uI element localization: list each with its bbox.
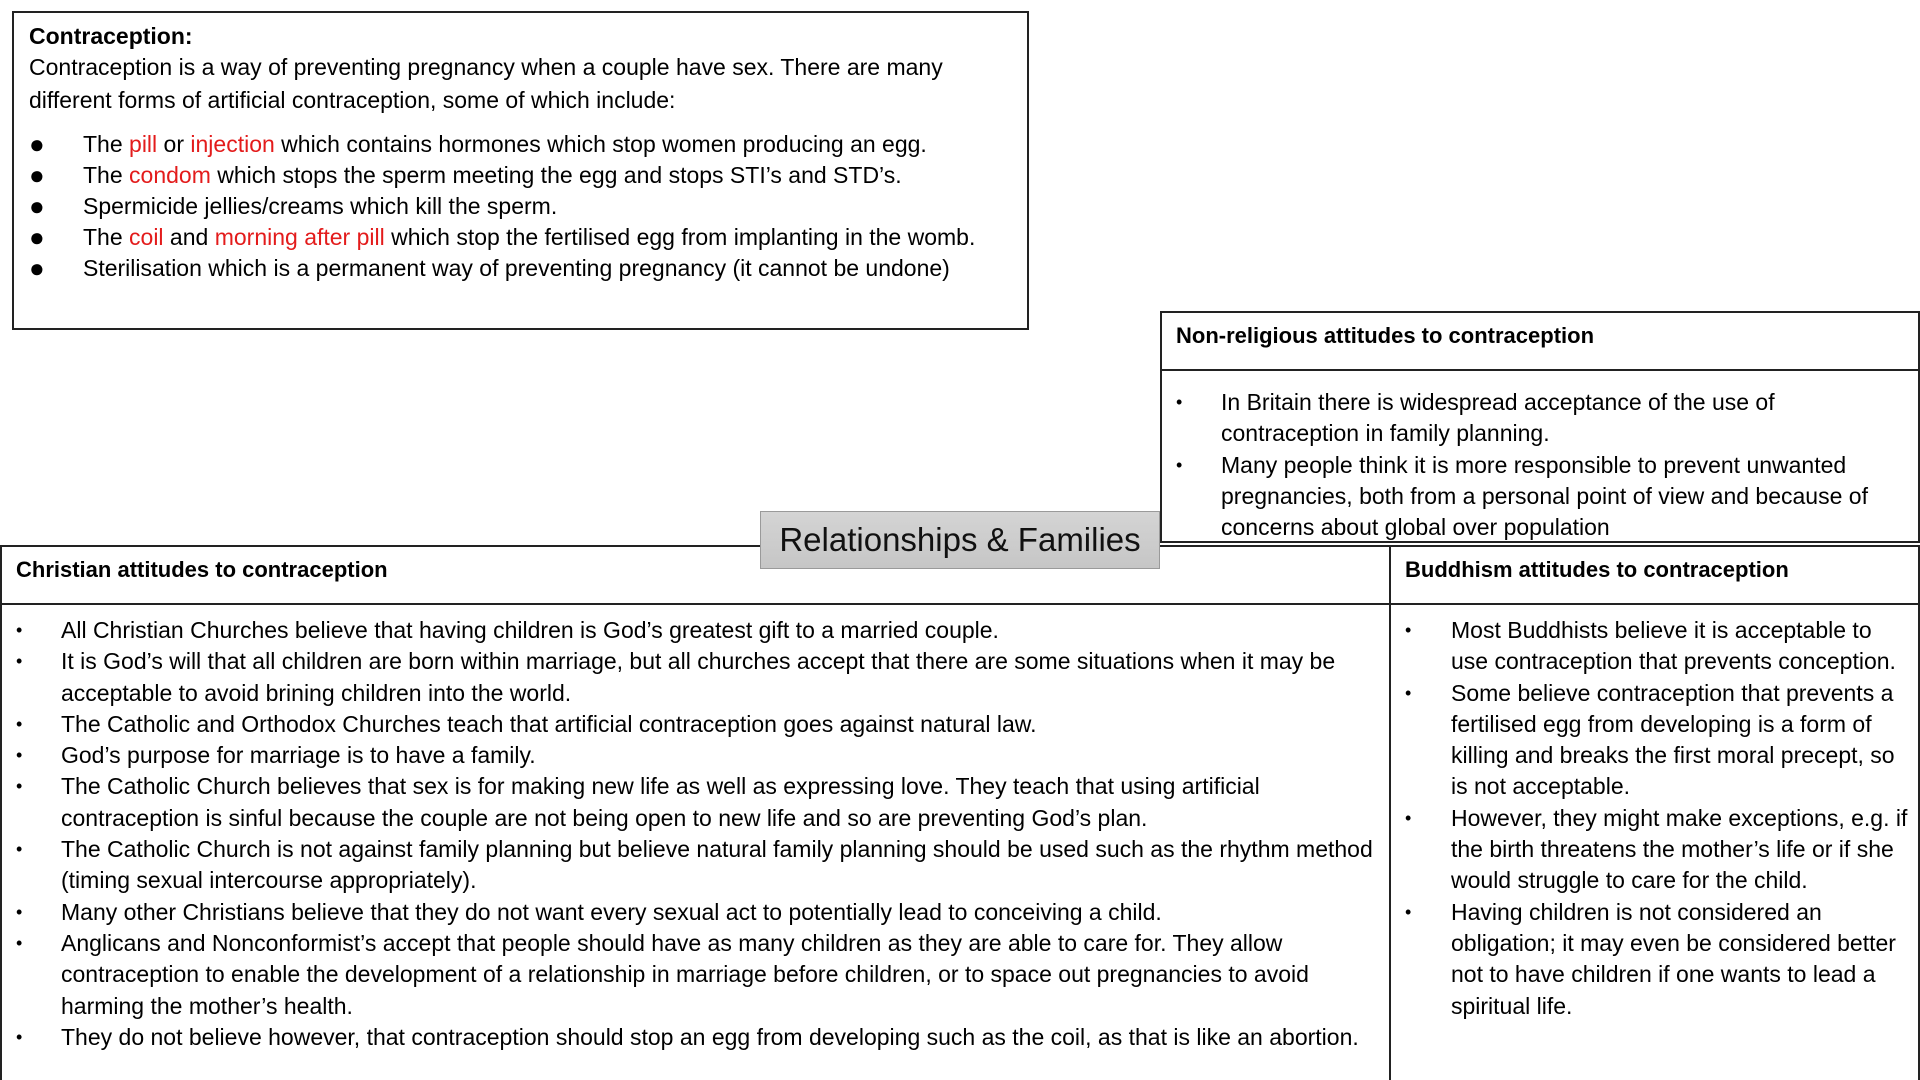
contraception-box [12, 11, 1029, 330]
christian-box [0, 545, 1391, 1080]
bullet-icon: • [16, 776, 23, 797]
list-item: • God’s purpose for marriage is to have a family. [2, 740, 1389, 771]
bullet-icon: • [16, 620, 23, 640]
list-item: • Most Buddhists believe it is acceptable to use contraception that prevents conception. [1405, 617, 1896, 675]
bullet-icon: • [1405, 682, 1412, 703]
bullet-icon: • [1405, 620, 1412, 640]
list-item: • Many people think it is more responsible to prevent unwanted pregnancies, both from a personal point of view and because of concerns about global over population [1176, 451, 1868, 541]
non-religious-box [1160, 311, 1920, 543]
bullet-icon: ● [29, 129, 45, 159]
buddhism-box [1389, 545, 1920, 1080]
non-religious-title: Non-religious attitudes to contraception [1162, 313, 1918, 371]
highlight-term: condom [129, 162, 211, 188]
contraception-list [29, 129, 1013, 284]
list-item: • Some believe contraception that prevents a fertilised egg from developing is a form of killing and breaks the first moral precept, so is not acceptable. [1405, 679, 1895, 800]
bullet-icon: • [1176, 392, 1183, 412]
list-item: • In Britain there is widespread acceptance of the use of contraception in family planning. [1176, 389, 1775, 447]
list-item: • However, they might make exceptions, e.g. if the birth threatens the mother’s life or if she would struggle to care for the child. [1405, 804, 1908, 894]
bullet-icon: ● [29, 160, 45, 190]
list-item: ● The pill or injection which contains hormones which stop women producing an egg. [29, 129, 927, 159]
list-item: ● The condom which stops the sperm meeting the egg and stops STI’s and STD’s. [29, 160, 902, 190]
bullet-icon: ● [29, 222, 45, 252]
list-item: ● Sterilisation which is a permanent way of preventing pregnancy (it cannot be undone) [29, 253, 950, 283]
highlight-term: injection [190, 131, 275, 157]
list-item: • All Christian Churches believe that having children is God’s greatest gift to a married couple. [2, 615, 1389, 646]
bullet-icon: • [16, 713, 23, 734]
bullet-icon: • [1405, 901, 1412, 922]
bullet-icon: • [1405, 807, 1412, 828]
list-item: • The Catholic Church is not against family planning but believe natural family planning should be used such as the rhythm method (timing sexual intercourse appropriately). [16, 836, 1373, 894]
list-item: • Having children is not considered an obligation; it may even be considered better not to have children if one wants to lead a spiritual life. [1405, 898, 1896, 1019]
buddhism-list [1391, 605, 1918, 1022]
bullet-icon: ● [29, 253, 45, 283]
highlight-term: morning after pill [214, 224, 385, 250]
bullet-icon: ● [29, 191, 45, 221]
christian-list [2, 605, 1389, 1053]
list-item: ● The coil and morning after pill which stop the fertilised egg from implanting in the womb. [29, 222, 976, 252]
list-item: • Many other Christians believe that they do not want every sexual act to potentially lead to conceiving a child. [2, 897, 1389, 928]
bullet-icon: • [16, 1026, 23, 1047]
buddhism-title: Buddhism attitudes to contraception [1391, 547, 1918, 605]
list-item: • Anglicans and Nonconformist’s accept that people should have as many children as they are able to care for. They allow contraception to enable the development of a relationship in marriage before children, or to space out pregnancies to avoid harming the mother’s health. [16, 929, 1309, 1019]
list-item: • The Catholic Church believes that sex is for making new life as well as expressing love. They teach that using artificial contraception is sinful because the couple are not being open to new life and so are preventing God’s plan. [16, 773, 1260, 831]
list-item: ● Spermicide jellies/creams which kill the sperm. [29, 191, 558, 221]
contraception-intro: Contraception is a way of preventing pregnancy when a couple have sex. There are many different forms of artificial contraception, some of which include: [29, 54, 943, 113]
list-item: • The Catholic and Orthodox Churches teach that artificial contraception goes against natural law. [2, 709, 1389, 740]
bullet-icon: • [16, 932, 23, 953]
highlight-term: pill [129, 131, 158, 157]
contraception-title: Contraception: [29, 23, 193, 49]
bullet-icon: • [16, 839, 23, 860]
bullet-icon: • [16, 651, 23, 672]
bullet-icon: • [16, 901, 23, 922]
bullet-icon: • [1176, 454, 1183, 475]
page-title: Relationships & Families [760, 511, 1160, 569]
highlight-term: coil [129, 224, 164, 250]
non-religious-list [1162, 371, 1918, 543]
list-item: • They do not believe however, that contraception should stop an egg from developing such as the coil, as that is like an abortion. [2, 1022, 1389, 1053]
christian-title: Christian attitudes to contraception [2, 547, 1389, 605]
list-item: • It is God’s will that all children are born within marriage, but all churches accept that there are some situations when it may be acceptable to avoid brining children into the world. [16, 648, 1336, 706]
bullet-icon: • [16, 745, 23, 766]
